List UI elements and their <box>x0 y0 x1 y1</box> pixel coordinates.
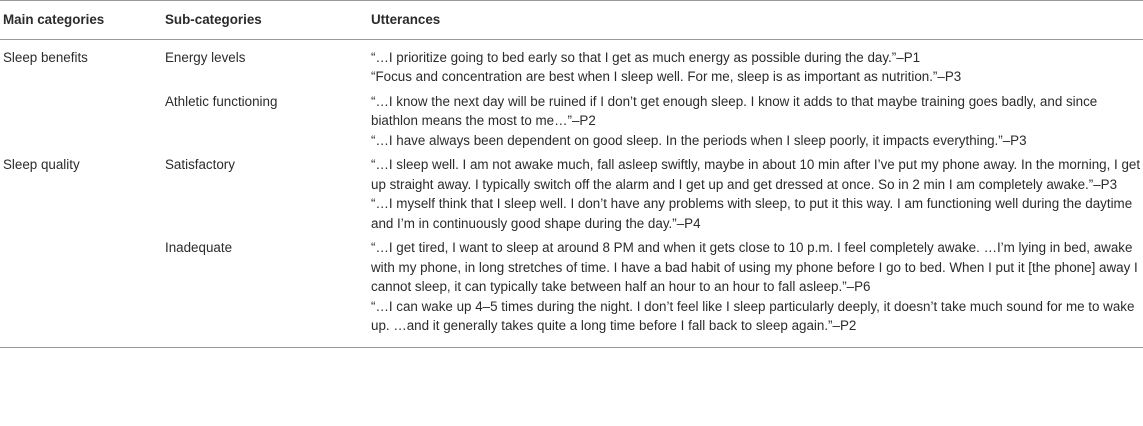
utterance: “…I myself think that I sleep well. I don’t have any problems with sleep, to put it this way. I am functioning well during the daytime and I’m in continuously good shape during the day.”–P4 <box>371 196 1133 231</box>
sub-category-cell: Athletic functioning <box>165 93 278 109</box>
sub-category-cell: Inadequate <box>165 233 371 347</box>
table-row <box>0 233 1143 347</box>
utterance: “…I prioritize going to bed early so that I get as much energy as possible during the day.”–P1 <box>371 49 921 65</box>
table-row <box>0 39 1143 87</box>
sub-category-cell: Energy levels <box>165 49 246 65</box>
header-sub-categories: Sub-categories <box>165 1 371 40</box>
table-row <box>0 150 1143 233</box>
main-category-cell: Sleep benefits <box>3 49 88 65</box>
utterance: “…I sleep well. I am not awake much, fall asleep swiftly, maybe in about 10 min after I’ve put my phone away. In the morning, I get up straight away. I typically switch off the alarm and I get up and get dressed at once. So in 2 min I am completely awake.”–P3 <box>371 157 1141 192</box>
main-category-cell <box>0 233 165 347</box>
utterance: “…I get tired, I want to sleep at around 8 PM and when it gets close to 10 p.m. I feel completely awake. …I’m lying in bed, awake with my phone, in long stretches of time. I have a bad habit of using my phone before I go to bed. When I put it [the phone] away I cannot sleep, it can typically take between half an hour to an hour to fall asleep.”–P6 <box>371 240 1138 294</box>
utterance: “…I know the next day will be ruined if I don’t get enough sleep. I know it adds to that maybe training goes badly, and since biathlon means the most to me…”–P2 <box>371 93 1098 128</box>
utterance: “…I can wake up 4–5 times during the night. I don’t feel like I sleep particularly deeply, it doesn’t take much sound for me to wake up. …and it generally takes quite a long time before I fall back to sleep again.”–P2 <box>371 298 1135 333</box>
utterances-cell <box>371 150 1143 233</box>
utterances-cell <box>371 39 1143 87</box>
utterances-cell <box>371 233 1143 347</box>
utterance: “Focus and concentration are best when I sleep well. For me, sleep is as important as nutrition.”–P3 <box>371 69 962 84</box>
sub-category-cell: Satisfactory <box>165 157 235 172</box>
main-category-cell: Sleep quality <box>3 157 80 172</box>
table-row <box>0 87 1143 151</box>
header-utterances: Utterances <box>371 1 1143 40</box>
utterances-cell <box>371 87 1143 151</box>
header-row <box>0 1 1143 40</box>
header-main-categories: Main categories <box>0 1 165 40</box>
utterance: “…I have always been dependent on good sleep. In the periods when I sleep poorly, it impacts everything.”–P3 <box>371 132 1027 148</box>
main-category-cell <box>0 87 165 151</box>
